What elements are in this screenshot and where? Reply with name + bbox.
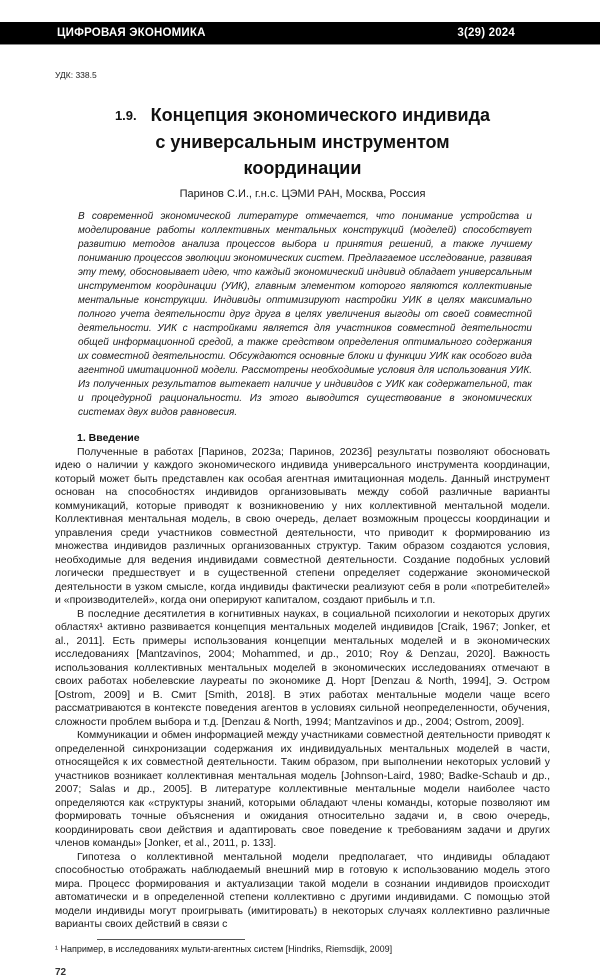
footnote-text: ¹ Например, в исследованиях мульти-агентных систем [Hindriks, Riemsdijk, 2009] <box>55 943 393 954</box>
journal-header-bar <box>0 22 600 45</box>
footnote-divider <box>97 939 245 940</box>
page-content <box>55 45 550 978</box>
body-paragraph: Полученные в работах [Паринов, 2023а; Паринов, 2023б] результаты позволяют обосновать идею о наличии у каждого экономического индивида универсального инструмента координации, который может быть представлен как особая агентная имитационная модель. Данный инструмент основан на способностях индивидов организовывать между собой различные варианты коммуникаций, которые приводят к возникновению у них коллективной ментальной модели. Коллективная ментальная модель, в свою очередь, делает возможным процессы координации и управления среди участников совместной деятельности, что приводит к формированию из множества индивидов различных организованных структур. Таким образом создаются условия, необходимые для ведения индивидами совместной деятельности. Создание подобных условий логически предшествует и в существенной степени определяет содержание экономической деятельности в узком смысле, когда индивиды фактически реализуют себя в роли «потребителей» и «производителей», когда они оперируют капиталом, создают прибыль и т.п. <box>55 445 550 606</box>
udk-code: УДК: 338.5 <box>55 70 97 80</box>
section-heading-introduction: 1. Введение <box>77 432 140 444</box>
journal-name: ЦИФРОВАЯ ЭКОНОМИКА <box>57 27 206 39</box>
authors-line: Паринов С.И., г.н.с. ЦЭМИ РАН, Москва, Россия <box>179 188 426 200</box>
body-paragraph: Гипотеза о коллективной ментальной модели предполагает, что индивиды обладают способностью отображать наблюдаемый внешний мир в готовую к использованию модель этого мира. Процесс формирования и актуализации такой модели в сознании индивидов происходит автоматически и в определенной степени коллективно с другими индивидами. С помощью этой модели индивиды могут проигрывать (имитировать) в некоторых случаях коллективно различные варианты своих действий в связи с <box>55 850 550 930</box>
body-paragraph: В последние десятилетия в когнитивных науках, в социальной психологии и некоторых других областях¹ активно развивается концепция ментальных моделей индивидов [Craik, 1967; Jonker, et al., 2011]. Есть примеры использования концепции ментальных моделей и в экономических исследованиях [Mantzavinos, 2004; Mohammed, и др., 2010; Roy & Denzau, 2020]. Важность использования коллективных ментальных моделей в экономических исследованиях отмечают в своих работах нобелевские лауреаты по экономике Д. Норт [Denzau & North, 1994], Э. Остром [Ostrom, 2009] и В. Смит [Smith, 2018]. В этих работах ментальные модели чаще всего рассматриваются в контексте поведения агентов в условиях сильной неопределенности, обучения, сложности проблем выбора и т.д. [Denzau & North, 1994; Mantzavinos и др., 2004; Ostrom, 2009]. <box>55 607 550 728</box>
article-title-line-1 <box>55 102 550 129</box>
article-title-line-2: с универсальным инструментом <box>155 132 450 152</box>
article-title <box>55 102 550 181</box>
page-number: 72 <box>55 966 67 978</box>
article-number: 1.9. <box>114 108 137 123</box>
article-title-text-1: Концепция экономического индивида <box>150 105 491 125</box>
article-title-line-3: координации <box>243 158 362 178</box>
issue-number: 3(29) 2024 <box>457 27 515 39</box>
body-paragraph: Коммуникации и обмен информацией между участниками совместной деятельности приводят к определенной синхронизации содержания их индивидуальных ментальных моделей в части, относящейся к их совместной деятельности. Таким образом, при выполнении некоторых условий у участников возникает коллективная ментальная модель [Johnson-Laird, 1980; Badke-Schaub и др., 2007; Salas и др., 2005]. В литературе коллективные ментальные модели наиболее часто определяются как «структуры знаний, которыми обладают члены команды, которые позволяют им формировать точные объяснения и ожидания относительно задачи и, в свою очередь, координировать свои действия и адаптировать свое поведение к требованиям задачи и других членов команды» [Jonker, et al., 2011, p. 133]. <box>55 729 550 849</box>
abstract-text: В современной экономической литературе отмечается, что понимание устройства и моделирование работы коллективных ментальных конструкций (моделей) способствует развитию методов анализа процессов выбора и принятия решений, а также лучшему пониманию процессов эволюции экономических систем. Предлагаемое исследование, развивая эту тему, обосновывает идею, что каждый экономический индивид обладает универсальным инструментом координации (УИК), главным элементом которого являются коллективные ментальные конструкции. Индивиды оптимизируют настройки УИК в целях максимально полного учета деятельности друг друга в целях увеличения выгоды от своей совместной деятельности. УИК с настройками является для участников совместной деятельности общей информационной средой, а также средством определения оптимального содержания их совместной деятельности. Обсуждаются основные блоки и функции УИК как особого вида агентной имитационной модели. Рассмотрены необходимые условия для использования УИК. Из полученных результатов вытекает наличие у индивидов с УИК как содержательной, так и процедурной рациональности. Из этого выводится существование в экономических системах двух видов равновесия. <box>78 211 532 418</box>
